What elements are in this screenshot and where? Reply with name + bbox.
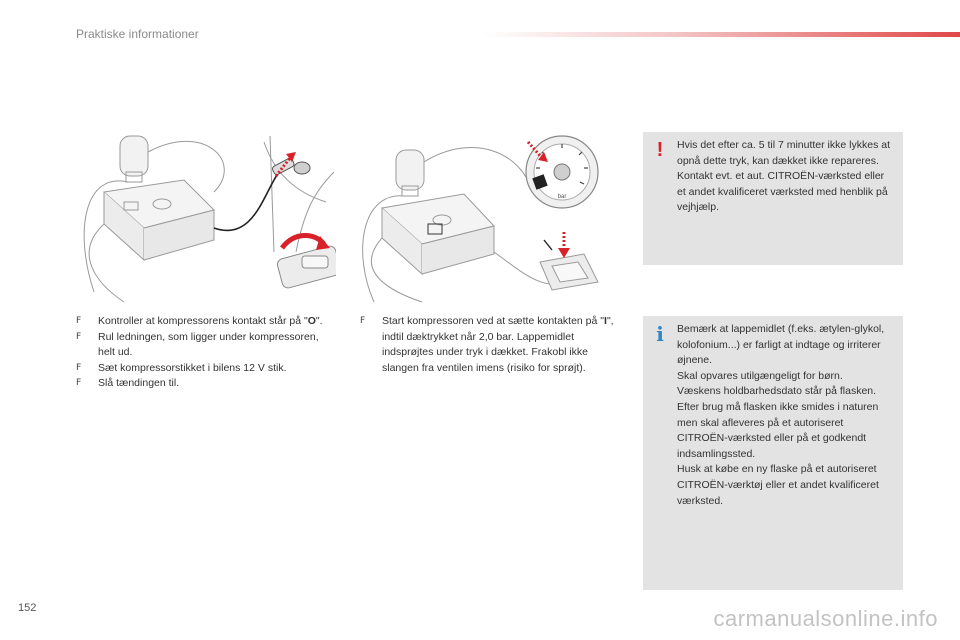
steps-list-left <box>76 314 336 392</box>
info-note <box>643 316 903 590</box>
warning-icon: ! <box>656 139 664 161</box>
compressor-gauge-illustration <box>352 132 612 308</box>
info-paragraph: Væskens holdbarhedsdato står på flasken. <box>677 385 877 398</box>
step-item <box>360 314 622 376</box>
gauge-unit-label: bar <box>557 194 567 200</box>
step-item <box>76 330 336 361</box>
compressor-gauge-drawing <box>352 132 612 308</box>
step-item <box>76 376 336 392</box>
warning-note <box>643 132 903 265</box>
step-bullet: F <box>76 378 82 389</box>
step-text: ", indtil dæktrykket når 2,0 bar. Lappemidlet indsprøjtes under tryk i dækket. Frakobl ikke slangen fra ventilen imens (risiko for sprøjt). <box>382 315 614 374</box>
step-text-bold: I <box>604 315 607 327</box>
watermark-text: carmanualsonline.info <box>713 606 938 631</box>
step-text: Sæt kompressorstikket i bilens 12 V stik. <box>98 361 287 374</box>
step-bullet: F <box>76 331 82 342</box>
page-number: 152 <box>18 602 37 614</box>
warning-text: Hvis det efter ca. 5 til 7 minutter ikke lykkes at opnå dette tryk, kan dækket ikke repareres. Kontakt evt. et aut. CITROËN-værksted eller et andet kvalificeret værksted med henblik på vejhjælp. <box>677 139 890 214</box>
step-item <box>76 361 336 377</box>
section-title: Praktiske informationer <box>76 27 199 41</box>
step-bullet: F <box>76 362 82 373</box>
info-paragraph: Husk at købe en ny flaske på et autoriseret CITROËN-værktøj eller et andet kvalificeret værksted. <box>677 463 879 507</box>
step-bullet: F <box>360 316 366 326</box>
step-text-bold: O <box>307 315 316 327</box>
compressor-plug-drawing <box>64 132 336 308</box>
info-paragraph: Efter brug må flasken ikke smides i naturen men skal afleveres på et autoriseret CITROËN-værksted eller på et godkendt indsamlingssted. <box>677 400 879 460</box>
steps-list-right <box>360 314 622 376</box>
step-text: Rul ledningen, som ligger under kompressoren, helt ud. <box>98 330 319 359</box>
step-text: Kontroller at kompressorens kontakt står på " <box>98 315 308 327</box>
step-text: ". <box>315 315 323 327</box>
step-bullet: F <box>76 316 82 326</box>
step-text: Slå tændingen til. <box>98 377 180 390</box>
header-accent-bar <box>482 32 960 37</box>
step-text: Start kompressoren ved at sætte kontakten på " <box>382 315 605 327</box>
info-paragraph: Skal opvares utilgængeligt for børn. <box>677 369 843 382</box>
info-icon: i <box>656 322 664 346</box>
compressor-plug-illustration <box>64 132 336 308</box>
info-paragraph: Bemærk at lappemidlet (f.eks. ætylen-glykol, kolofonium...) er farligt at indtage og irriterer øjnene. <box>677 323 885 367</box>
step-item <box>76 314 336 330</box>
